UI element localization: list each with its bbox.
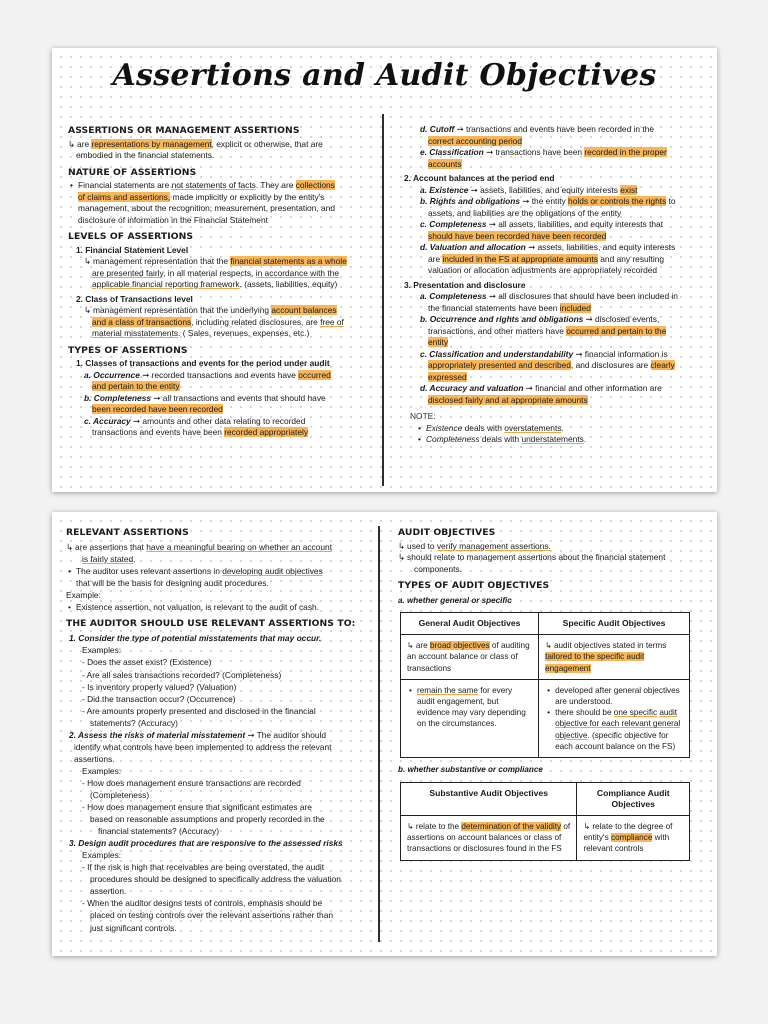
text-line: applicable financial reporting framework. (assets, liabilities, equity) [92,279,338,289]
text-line: ↳ used to verify management assertions. [398,541,702,553]
left-column [68,120,376,439]
text-line: assets, and liabilities are the obligations of the entity [428,207,622,218]
substantive-compliance-table [400,782,690,861]
text-line: financial statements? (Accuracy) [98,826,220,837]
text-line: accounts [428,158,462,169]
table-header: Compliance Audit Objectives [577,782,690,815]
text-line: components. [414,563,462,574]
text-line: correct accounting period [428,135,523,146]
section-heading-assertions: ASSERTIONS OR MANAGEMENT ASSERTIONS [68,125,300,136]
table-cell: • remain the same for every audit engagement, but evidence may vary depending on the circumstances. [401,679,539,757]
note-label: NOTE: [410,411,436,421]
type-classification: e. Classification ➞ transactions have been recorded in the proper [420,147,667,157]
page-1 [52,48,717,492]
text-line: are included in the FS at appropriate amounts and any resulting [428,253,665,264]
table-header: Specific Audit Objectives [539,613,690,635]
text-line: (Completeness) [90,789,150,800]
types-2-heading: 2. Account balances at the period end [404,173,555,183]
page-title: Assertions and Audit Objectives [112,58,657,93]
example-label: Example: [66,590,101,601]
text-line: - Did the transaction occur? (Occurrence) [82,693,236,704]
step-2-heading: 2. Assess the risks of material misstatement ➞ The auditor should [69,729,327,740]
text-line: statements? (Accuracy) [90,717,178,728]
section-heading-types: TYPES OF ASSERTIONS [68,344,188,356]
section-heading-types-objectives: TYPES OF AUDIT OBJECTIVES [398,580,550,591]
text-line: identify what controls have been implemented to address the relevant [74,741,332,752]
text-line: is fairly stated. [82,554,136,565]
subheading-substantive-compliance: b. whether substantive or compliance [398,765,543,775]
text-line: transactions and events have been recorded appropriately [92,427,309,437]
table-cell: ↳ relate to the degree of entity's compliance with relevant controls [577,815,690,860]
type-occurrence: a. Occurrence ➞ recorded transactions and events have occurred [84,369,331,380]
example-list [66,601,372,613]
examples-label: Examples: [82,850,122,861]
text-line: based on reasonable assumptions and properly recorded in the [90,814,325,825]
text-line: - How does management ensure transactions are recorded [82,777,301,788]
text-line: are presented fairly, in all material respects, in accordance with the [92,267,340,278]
section-heading-relevant: RELEVANT ASSERTIONS [66,527,189,538]
text-line: valuation or allocation adjustments are appropriately recorded [428,265,658,275]
type-cutoff: d. Cutoff ➞ transactions and events have been recorded in the [420,124,655,134]
relevant-definition: ↳ are assertions that have a meaningful bearing on whether an account [66,541,372,553]
types-3-heading: 3. Presentation and disclosure [404,279,526,290]
type-existence: a. Existence ➞ assets, liabilities, and equity interests exist [420,184,638,195]
section-heading-nature: NATURE OF ASSERTIONS [68,166,197,178]
text-line: assertions. [74,753,115,764]
text-line: - Is inventory properly valued? (Valuation) [82,681,237,692]
text-line: procedures should be designed to specifically address the valuation [90,874,341,885]
list-item: • Financial statements are not statements of facts. They are collections of claims and assertions, made implicitly or explicitly by the entity's management, about the recognition, measurement, presentation, and disclosure of information in the Financial Statement [78,180,376,226]
types-1-heading: 1. Classes of transactions and events for the period under audit [76,358,330,368]
text-line: and pertain to the entity [92,381,180,391]
text-line: ↳ should relate to management assertions about the financial statement [398,552,702,564]
text-line: - Are all sales transactions recorded? (Completeness) [82,669,282,680]
text-line: the financial statements have been included [428,302,591,313]
text-line: disclosed fairly and at appropriate amounts [428,394,588,405]
text-line: just significant controls. [90,922,177,933]
nature-list [68,180,376,226]
level-1-text: ↳ management representation that the financial statements as a whole [68,256,376,268]
type-completeness-balances: c. Completeness ➞ all assets, liabilities, and equity interests that [420,219,664,229]
type-valuation: d. Valuation and allocation ➞ assets, liabilities, and equity interests [420,242,676,252]
text-line: been recorded have been recorded [92,404,223,414]
text-line: placed on testing controls over the relevant assertions rather than [90,910,334,921]
table-header: General Audit Objectives [401,613,539,635]
relevant-list [66,565,372,589]
text-line: transactions, and other matters have occurred and pertain to the [428,325,667,336]
list-item: • The auditor uses relevant assertions in developing audit objectives that will be the basis for designing audit procedures. [76,565,372,589]
type-accuracy: c. Accuracy ➞ amounts and other data relating to recorded [84,415,306,426]
section-heading-auditor-should: THE AUDITOR SHOULD USE RELEVANT ASSERTIONS TO: [66,618,356,630]
step-3-heading: 3. Design audit procedures that are responsive to the assessed risks [69,838,343,849]
note-list [404,423,706,446]
type-rights-obligations: b. Rights and obligations ➞ the entity holds or controls the rights to [420,196,676,206]
level-1-heading: 1. Financial Statement Level [76,244,189,255]
text-line: appropriately presented and described, and disclosures are clearly [428,360,675,370]
text-line: embodied in the financial statements. [76,150,215,160]
text-line: expressed [428,371,467,382]
page-2 [52,512,717,956]
subheading-general-specific: a. whether general or specific [398,595,512,605]
table-header: Substantive Audit Objectives [401,782,577,815]
type-completeness: b. Completeness ➞ all transactions and events that should have [84,392,326,403]
list-item: • Existence assertion, not valuation, is relevant to the audit of cash. [76,601,372,613]
right-column [404,124,706,446]
text-line: assertion. [90,886,127,897]
level-2-text: ↳ management representation that the underlying account balances [68,305,376,317]
text-line: - Does the asset exist? (Existence) [82,657,212,668]
table-cell: ↳ are broad objectives of auditing an account balance or class of transactions [401,635,539,680]
type-accuracy-valuation: d. Accuracy and valuation ➞ financial and other information are [420,383,662,393]
examples-label: Examples: [82,765,122,776]
column-divider [378,526,380,942]
text-line: - If the risk is high that receivables are being overstated, the audit [82,862,325,873]
table-cell: • developed after general objectives are understood. • there should be one specific audit objective for each relevant general objective. (specific objective for each account balance on the FS) [539,679,690,757]
general-specific-table [400,612,690,758]
list-item: • Existence deals with overstatements. [426,423,706,435]
text-line: entity [428,337,449,347]
text-line: - When the auditor designs tests of controls, emphasis should be [82,898,323,909]
type-occurrence-rights: b. Occurrence and rights and obligations ➞ disclosed events, [420,314,660,324]
text-line: should have been recorded have been recorded [428,230,607,241]
text-line: - How does management ensure that significant estimates are [82,802,312,813]
list-item: • Completeness deals with understatements. [426,434,706,446]
text-line: - Are amounts properly presented and disclosed in the financial [82,705,316,716]
type-classification-understandability: c. Classification and understandability ➞ financial information is [420,348,668,359]
text-line: material misstatements. ( Sales, revenues, expenses, etc.) [92,328,310,338]
right-column [398,522,702,865]
text-line: and a class of transactions, including related disclosures, are free of [92,316,344,327]
examples-label: Examples: [82,645,122,656]
left-column [66,522,372,934]
column-divider [382,114,384,486]
section-heading-audit-objectives: AUDIT OBJECTIVES [398,527,496,538]
level-2-heading: 2. Class of Transactions level [76,293,193,304]
table-cell: ↳ audit objectives stated in terms tailored to the specific audit engagement [539,635,690,680]
step-1-heading: 1. Consider the type of potential misstatements that may occur. [69,633,322,644]
table-cell: ↳ relate to the determination of the validity of assertions on account balances or class of transactions or disclosures found in the FS [401,815,577,860]
section-heading-levels: LEVELS OF ASSERTIONS [68,231,194,242]
type-completeness-disclosure: a. Completeness ➞ all disclosures that should have been included in [420,291,678,301]
assertions-definition: ↳ are representations by management, explicit or otherwise, that are [68,139,376,151]
